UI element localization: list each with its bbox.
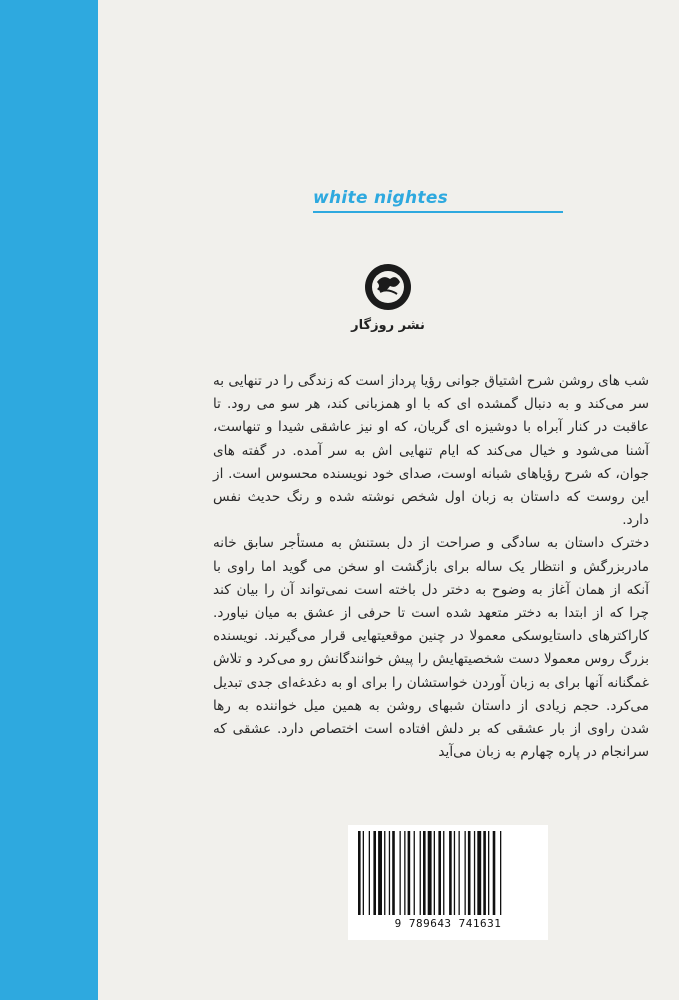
isbn-number: 9 789643 741631 [394,917,502,930]
publisher-name: نشر روزگار [351,318,425,333]
title-underline [313,211,563,213]
english-title: white nightes [313,188,449,208]
synopsis-paragraph-2: دخترک داستان به سادگی و صراحت از دل بستنش به مستأجر سابق خانه مادربزرگش و انتظار یک ساله برای بازگشت او سخن می گوید اما راوی با آنکه از همان آغاز به وضوح به دختر دل باخته است نمی‌تواند آن را بیان کند چرا که از ابتدا به دختر متعهد شده است تا حرفی از عشق به میان نیاورد. کاراکترهای داستایوسکی معمولا در چنین موقعیتهایی قرار می‌گیرند. نویسنده بزرگ روس معمولا دست شخصیتهایش را پیش خوانندگانش رو می‌کرد و تلاش غمگنانه آنها برای به زبان آوردن خواستشان را برای او به دغدغه‌ای جدی تبدیل می‌کرد. حجم زیادی از داستان شبهای روشن به همین میل خواننده به رها شدن راوی از بار عشقی که بر دلش افتاده است اختصاص دارد. عشقی که سرانجام در پاره چهارم به زبان می‌آید [213,535,649,761]
synopsis-paragraph-1: شب های روشن شرح اشتیاق جوانی رؤیا پرداز است که زندگی را در تنهایی به سر می‌کند و به دنبال گمشده ای که با او همزبانی کند، هر سو می رود. تا عاقبت در کنار آبراه با دوشیزه ای گریان، که او نیز عاشقی شیدا و تنهاست، آشنا می‌شود و خیال می‌کند که ایام تنهایی اش به سر آمده. در گفته های جوان، که شرح رؤیاهای شبانه اوست، صدای خود نویسنده محسوس است. از این روست که داستان به زبان اول شخص نوشته شده و رنگ حدیث نفس دارد. [213,373,649,529]
back-cover [98,0,679,1000]
synopsis-text [213,370,649,764]
publisher-emblem-icon [363,262,413,312]
blue-spine-band [0,0,98,1000]
